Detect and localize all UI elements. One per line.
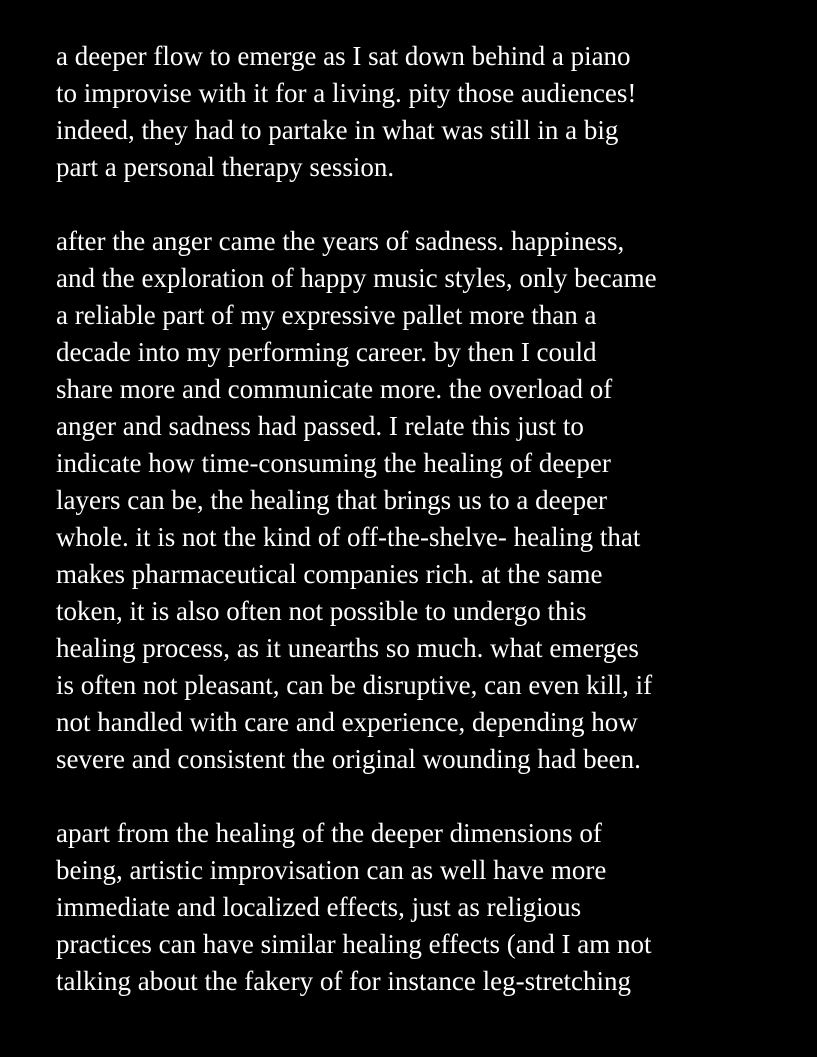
text-line: share more and communicate more. the overload of [56,374,613,404]
text-line: to improvise with it for a living. pity those audiences! [56,78,637,108]
text-line: indicate how time-consuming the healing of deeper [56,448,611,478]
paragraph-2 [56,223,801,778]
text-line: immediate and localized effects, just as religious [56,892,582,922]
text-line: token, it is also often not possible to undergo this [56,596,587,626]
text-line: after the anger came the years of sadness. happiness, [56,226,625,256]
text-line: indeed, they had to partake in what was still in a big [56,115,619,145]
text-line: healing process, as it unearths so much. what emerges [56,633,639,663]
paragraph-3 [56,815,801,1000]
text-line: whole. it is not the kind of off-the-shelve- healing that [56,522,641,552]
text-line: apart from the healing of the deeper dimensions of [56,818,602,848]
text-line: layers can be, the healing that brings us to a deeper [56,485,608,515]
text-line: a deeper flow to emerge as I sat down behind a piano [56,41,631,71]
text-line: makes pharmaceutical companies rich. at the same [56,559,603,589]
document-page [56,38,801,1000]
text-line: anger and sadness had passed. I relate this just to [56,411,584,441]
text-line: talking about the fakery of for instance leg-stretching [56,966,632,996]
paragraph-1 [56,38,801,186]
text-line: decade into my performing career. by then I could [56,337,597,367]
text-line: not handled with care and experience, depending how [56,707,638,737]
text-line: being, artistic improvisation can as well have more [56,855,607,885]
text-line: and the exploration of happy music styles, only became [56,263,657,293]
text-line: practices can have similar healing effects (and I am not [56,929,652,959]
text-line: is often not pleasant, can be disruptive, can even kill, if [56,670,653,700]
text-line: part a personal therapy session. [56,152,395,182]
text-line: a reliable part of my expressive pallet more than a [56,300,597,330]
text-line: severe and consistent the original wounding had been. [56,744,641,774]
